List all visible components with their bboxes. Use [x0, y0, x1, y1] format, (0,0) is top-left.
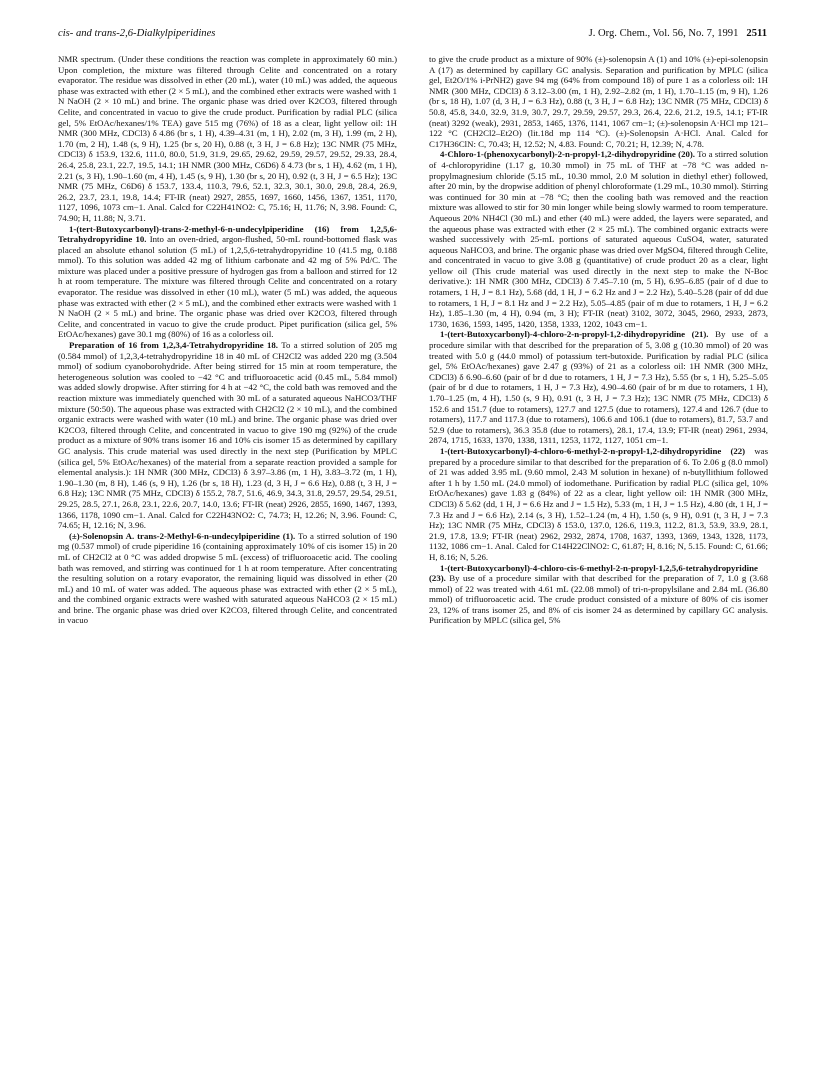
paragraph-body: NMR spectrum. (Under these conditions the reaction was complete in approximately 60 min.) Upon completion, the mixture was filtered through Celite and concentrated on a rotary evaporator. The residue was dissolved in ether (20 mL), water (10 mL) was added, the aqueous phase was extracted with ether (2 × 5 mL), and the combined ether extracts were washed with 1 N NaOH (2 × 10 mL) and brine. The organic phase was dried over K2CO3, filtered through Celite, and concentrated in vacuo to give the crude product. Purification by radial PLC (silica gel, 5% EtOAc/hexanes/1% TEA) gave 515 mg (76%) of 18 as a clear, light yellow oil: 1H NMR (300 MHz, CDCl3) δ 4.86 (br s, 1 H), 4.39–4.31 (m, 1 H), 2.02 (m, 3 H), 1.99 (m, 2 H), 1.70 (m, 2 H), 1.48 (s, 9 H), 1.25 (br s, 20 H), 0.88 (t, 3 H, J = 6.8 Hz); 13C NMR (75 MHz, CDCl3) δ 153.9, 132.6, 111.0, 80.0, 51.9, 31.9, 29.65, 29.62, 29.59, 29.57, 29.52, 29.33, 28.4, 26.4, 25.8, 23.1, 22.7, 19.5, 14.1; 1H NMR (300 MHz, C6D6) δ 4.73 (br s, 1 H), 4.62 (m, 1 H), 2.21 (s, 3 H), 1.90–1.60 (m, 4 H), 1.45 (s, 9 H), 1.30 (br s, 20 H), 0.92 (t, 3 H, J = 6.5 Hz); 13C NMR (75 MHz, C6D6) δ 153.7, 133.4, 110.3, 79.6, 52.1, 32.3, 30.1, 30.0, 29.8, 28.4, 26.9, 26.2, 23.7, 23.1, 19.8, 14.4; FT-IR (neat) 2927, 2855, 1697, 1660, 1456, 1367, 1351, 1170, 1127, 1096, 1073 cm−1. Anal. Calcd for C22H41NO2: C, 75.16; H, 11.76; N, 3.98. Found: C, 74.90; H, 11.88; N, 3.71. — [58, 54, 397, 223]
paragraph-body: was prepared by a procedure similar to that described for the preparation of 6. To 2.06 g (8.0 mmol) of 21 was added 3.95 mL (9.60 mmol, 2.43 M solution in hexane) of n-butyllithium followed after 1 h by 1.50 mL (24.0 mmol) of iodomethane. Purification by radial PLC (silica gel, 10% EtOAc/hexanes) gave 1.83 g (84%) of 22 as a clear, light yellow oil: 1H NMR (300 MHz, CDCl3) δ 5.62 (dd, 1 H, J = 6.6 Hz and J = 1.5 Hz), 5.33 (m, 1 H, J = 1.5 Hz), 4.80 (dt, 1 H, J = 7.3 Hz and J = 6.6 Hz), 2.14 (s, 3 H), 1.52–1.24 (m, 4 H), 1.50 (s, 9 H), 0.91 (t, 3 H, J = 7.3 Hz); 13C NMR (75 MHz, CDCl3) δ 153.0, 137.0, 126.6, 119.3, 112.2, 81.3, 53.9, 33.9, 28.1, 21.9, 17.8, 13.9; FT-IR (neat) 2962, 2932, 2874, 1708, 1637, 1393, 1369, 1343, 1328, 1173, 1132, 1086 cm−1. Anal. Calcd for C14H22ClNO2: C, 61.87; H, 8.16; N, 5.15. Found: C, 61.66; H, 8.16; N, 5.26. — [429, 445, 768, 562]
journal-citation — [589, 28, 767, 39]
paragraph — [58, 54, 397, 224]
paragraph-heading: 1-(tert-Butoxycarbonyl)-4-chloro-6-methyl-2-n-propyl-1,2-dihydropyridine (22) — [440, 445, 746, 456]
right-column — [429, 54, 768, 1059]
paragraph-heading: 1-(tert-Butoxycarbonyl)-trans-2-methyl-6-n-undecylpiperidine (16) from 1,2,5,6-Tetrahydropyridine 10. — [58, 223, 397, 245]
paragraph-heading: (±)-Solenopsin A. trans-2-Methyl-6-n-undecylpiperidine (1). — [69, 530, 296, 541]
paragraph — [429, 563, 768, 627]
left-column — [58, 54, 397, 1059]
paragraph — [58, 340, 397, 531]
paragraph-body: To a stirred solution of 205 mg (0.584 mmol) of 1,2,3,4-tetrahydropyridine 18 in 40 mL of CH2Cl2 was added 220 mg (3.504 mmol) of sodium cyanoborohydride. After being stirred for 15 min at room temperature, the heterogeneous solution was cooled to −42 °C and trifluoroacetic acid (0.45 mL, 5.84 mmol) was added slowly dropwise. After stirring for 4 h at −42 °C, the cold bath was removed and the reaction mixture was immediately quenched with 30 mL of a saturated aqueous NaHCO3/THF mixture (50:50). The aqueous phase was extracted with CH2Cl2 (2 × 10 mL), and the combined organic extracts were washed with water (10 mL) and brine. The organic phase was dried over K2CO3, filtered through Celite, and concentrated in vacuo to give 190 mg (92%) of the crude product as a mixture of 90% trans isomer 16 and 10% cis isomer 15 as determined by capillary GC analysis. This crude material was used directly in the next step (Purification by MPLC (silica gel, 5% EtOAc/hexanes) of the material from a separate reaction provided a sample for elemental analysis.): 1H NMR (300 MHz, CDCl3) δ 3.97–3.86 (m, 1 H), 3.83–3.72 (m, 1 H), 1.90–1.30 (m, 8 H), 1.46 (s, 9 H), 1.26 (br s, 18 H), 1.23 (d, 3 H, J = 6.6 Hz), 0.88 (t, 3 H, J = 6.8 Hz); 13C NMR (75 MHz, CDCl3) δ 155.2, 78.7, 51.6, 46.9, 34.3, 31.8, 29.57, 29.54, 29.51, 29.25, 28.5, 27.1, 26.8, 23.1, 22.6, 20.7, 14.0, 13.6; FT-IR (neat) 2926, 2855, 1690, 1467, 1393, 1366, 1178, 1090 cm−1. Anal. Calcd for C22H43NO2: C, 74.73; H, 12.26; N, 3.96. Found: C, 74.65; H, 12.16; N, 3.96. — [58, 340, 397, 531]
journal-name: J. Org. Chem., Vol. 56, No. 7, 1991 — [588, 28, 739, 39]
paragraph — [429, 446, 768, 563]
paragraph — [429, 54, 768, 149]
paragraph-body: To a stirred solution of 190 mg (0.537 mmol) of crude piperidine 16 (containing approximately 10% of cis isomer 15) in 20 mL of CH2Cl2 at 0 °C was added dropwise 5 mL (excess) of trifluoroacetic acid. The cooling bath was removed, and stirring was continued for 1 h at room temperature. After concentrating the resulting solution on a rotary evaporator, the remaining liquid was dissolved in ether (20 mL) and 10 mL of water was added. The aqueous phase was extracted with ether (2 × 5 mL), and the combined organic extracts were washed with saturated aqueous NaHCO3 (2 × 15 mL) and brine. The organic phase was dried over K2CO3, filtered through Celite, and concentrated in vacuo — [58, 530, 397, 626]
paragraph-heading: 1-(tert-Butoxycarbonyl)-4-chloro-cis-6-methyl-2-n-propyl-1,2,5,6-tetrahydropyridine (23). — [429, 562, 758, 584]
paragraph — [58, 224, 397, 341]
paragraph-body: To a stirred solution of 4-chloropyridine (1.17 g, 10.30 mmol) in 75 mL of THF at −78 °C was added n-propylmagnesium chloride (5.15 mL, 10.30 mmol, 2.0 M solution in diethyl ether) followed, after 20 min, by the dropwise addition of phenyl chloroformate (1.29 mL, 10.30 mmol). Stirring was continued for 30 min at −78 °C; then the cooling bath was removed and the reaction mixture was allowed to stir for 30 min longer while being slowly warmed to room temperature. Aqueous 20% NH4Cl (30 mL) and ether (40 mL) were added, the layers were separated, and the aqueous phase was extracted with ether (2 × 25 mL). The combined organic extracts were washed successively with 25-mL portions of saturated aqueous CuSO4, water, saturated aqueous NaHCO3, and brine. The organic phase was dried over MgSO4, filtered through Celite, and concentrated in vacuo to give 3.08 g (quantitative) of crude product 20 as a clear, light yellow oil (This crude material was used directly in the next step to make the N-Boc derivative.): 1H NMR (300 MHz, CDCl3) δ 7.45–7.10 (m, 5 H), 6.95–6.85 (pair of d due to rotamers, 1 H, J = 8.1 Hz), 5.68 (dd, 1 H, J = 6.2 Hz and J = 2.2 Hz), 5.40–5.28 (pair of dd due to rotamers, 1 H, J = 8.1 Hz and J = 2.2 Hz), 5.05–4.85 (pair of m due to rotamers, 1 H, J = 6.2 Hz), 1.85–1.30 (m, 4 H), 0.94 (m, 3 H); FT-IR (neat) 3102, 3072, 3045, 2960, 2933, 2873, 1730, 1636, 1593, 1495, 1420, 1358, 1333, 1202, 1043 cm−1. — [429, 149, 768, 329]
paragraph — [429, 329, 768, 446]
paragraph-body: to give the crude product as a mixture of 90% (±)-solenopsin A (1) and 10% (±)-epi-solenopsin A (17) as determined by capillary GC analysis. Separation and purification by MPLC (silica gel, Et2O/1% i-PrNH2) gave 94 mg (64% from compound 18) of pure 1 as a colorless oil: 1H NMR (300 MHz, CDCl3) δ 3.12–3.00 (m, 1 H), 2.92–2.82 (m, 1 H), 1.70–1.15 (m, 9 H), 1.26 (br s, 18 H), 1.07 (d, 3 H, J = 6.3 Hz), 0.88 (t, 3 H, J = 6.8 Hz); 13C NMR (75 MHz, CDCl3) δ 50.8, 45.8, 34.0, 32.9, 31.9, 30.7, 29.7, 29.59, 29.57, 29.3, 26.4, 22.6, 21.2, 19.5, 14.1; FT-IR (neat) 3292 (weak), 2931, 2853, 1465, 1376, 1141, 1067 cm−1; (±)-solenopsin A·HCl mp 121–122 °C (CH2Cl2–Et2O) (lit.18d mp 114 °C). (±)-Solenopsin A·HCl. Anal. Calcd for C17H36ClN: C, 70.43; H, 12.52; N, 4.83. Found: C, 70.21; H, 12.39; N, 4.78. — [429, 54, 768, 149]
running-header — [58, 28, 767, 42]
page-number: 2511 — [746, 28, 767, 39]
running-title: cis- and trans-2,6-Dialkylpiperidines — [58, 28, 216, 39]
paragraph — [429, 149, 768, 329]
paragraph-heading: Preparation of 16 from 1,2,3,4-Tetrahydropyridine 18. — [69, 340, 278, 351]
paragraph-heading: 1-(tert-Butoxycarbonyl)-4-chloro-2-n-propyl-1,2-dihydropyridine (21). — [440, 329, 709, 340]
paragraph-body: By use of a procedure similar with that described for the preparation of 7, 1.0 g (3.68 mmol) of 22 was treated with 4.61 mL (22.08 mmol) of tri-n-propylsilane and 2.84 mL (36.80 mmol) of trifluoroacetic acid. The crude product consisted of a mixture of 80% of cis isomer 23, 12% of trans isomer 25, and 8% of cis isomer 24 as determined by capillary GC analysis. Purification by MPLC (silica gel, 5% — [429, 573, 768, 626]
paragraph-body: Into an oven-dried, argon-flushed, 50-mL round-bottomed flask was placed an absolute ethanol solution (5 mL) of 1,2,5,6-tetrahydropyridine 10 (41.5 mg, 0.188 mmol). To this solution was added 42 mg of lithium carbonate and 42 mg of 5% Pd/C. The mixture was placed under a positive pressure of hydrogen gas from a balloon and stirred for 12 h at room temperature. The mixture was filtered through Celite and concentrated on a rotary evaporator. The residue was dissolved in ether (10 mL), water (5 mL) was added, the aqueous phase was extracted with ether (2 × 5 mL), and the combined ether extracts were washed with 1 N NaOH (2 × 5 mL) and brine. The organic phase was dried over K2CO3, filtered through Celite, and concentrated in vacuo to give the crude product. Pipet purification (silica gel, 5% EtOAc/hexanes) gave 30.1 mg (80%) of 16 as a colorless oil. — [58, 234, 397, 340]
paragraph-heading: 4-Chloro-1-(phenoxycarbonyl)-2-n-propyl-1,2-dihydropyridine (20). — [440, 149, 695, 160]
paragraph-body: By use of a procedure similar with that described for the preparation of 5, 3.08 g (10.30 mmol) of 20 was treated with 5.0 g (44.0 mmol) of potassium tert-butoxide. Purification by radial PLC (silica gel, 5% EtOAc/hexanes) gave 2.47 g (93%) of 21 as a colorless oil: 1H NMR (300 MHz, CDCl3) δ 6.90–6.60 (pair of br d due to rotamers, 1 H, J = 7.3 Hz), 5.55 (br s, 1 H), 5.25–5.05 (pair of br d due to rotamers, 1 H, J = 7.3 Hz), 4.90–4.60 (pair of br m due to rotamers, 1 H), 1.70–1.25 (m, 4 H), 1.50 (s, 9 H), 0.91 (t, 3 H, J = 7.3 Hz); 13C NMR (75 MHz, CDCl3) δ 152.6 and 151.7 (due to rotamers), 127.7 and 127.5 (due to rotamers), 127.4 and 126.7 (due to rotamers), 117.7 and 117.3 (due to rotamers), 106.6 and 106.1 (due to rotamers), 81.7, 53.7 and 52.9 (due to rotamers), 36.3 35.8 (due to rotamers), 28.1, 17.4, 13.9; FT-IR (neat) 2961, 2934, 2874, 1715, 1633, 1370, 1338, 1311, 1253, 1172, 1127, 1051 cm−1. — [429, 329, 768, 446]
paragraph — [58, 531, 397, 626]
